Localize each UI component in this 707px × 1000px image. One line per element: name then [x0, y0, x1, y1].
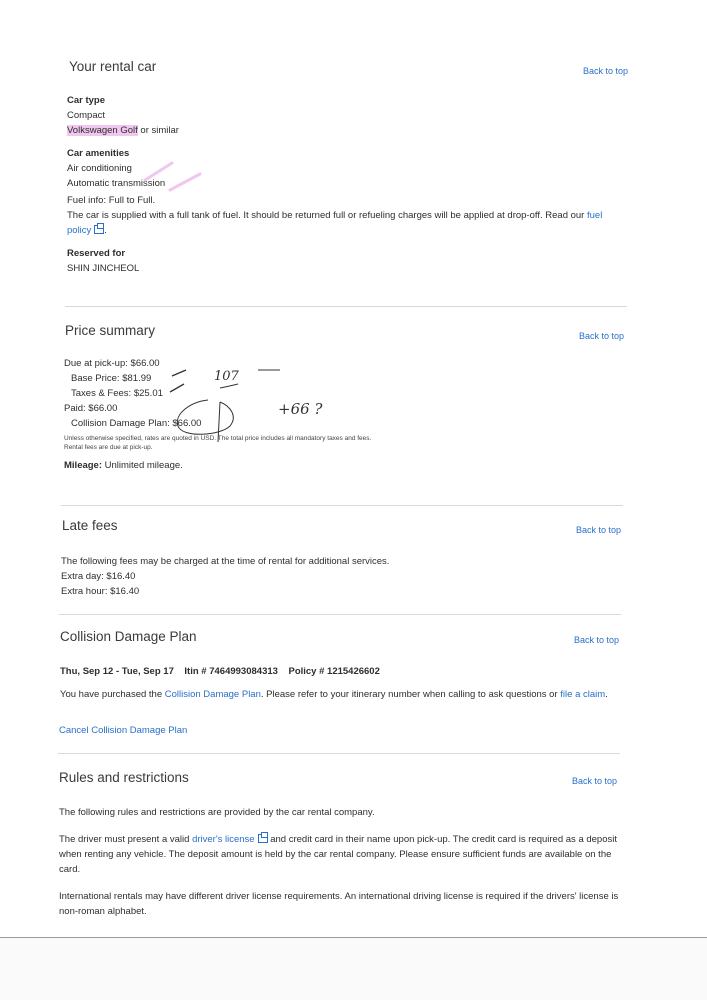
- extra-hour-fee: Extra hour: $16.40: [61, 586, 140, 597]
- paid: Paid: $66.00: [64, 403, 118, 414]
- taxes-fees: Taxes & Fees: $25.01: [71, 388, 163, 399]
- collision-plan-link[interactable]: Collision Damage Plan: [164, 689, 261, 700]
- fuel-text: The car is supplied with a full tank of fuel. It should be returned full or refueling charges will be applied at drop-off. Read our: [67, 210, 585, 221]
- base-price: Base Price: $81.99: [71, 373, 152, 384]
- back-to-top-link[interactable]: Back to top: [572, 776, 618, 786]
- divider: [61, 505, 623, 506]
- reserved-label: Reserved for: [67, 248, 126, 259]
- price-note: Unless otherwise specified, rates are quoted in USD. The total price includes all mandatory taxes and fees.: [64, 435, 372, 442]
- car-model-suffix: or similar: [137, 125, 179, 136]
- divider: [65, 306, 627, 307]
- file-claim-link[interactable]: file a claim: [560, 689, 606, 700]
- mileage-label: Mileage:: [64, 460, 103, 471]
- back-to-top-link[interactable]: Back to top: [579, 331, 625, 341]
- rules-heading: Rules and restrictions: [59, 770, 189, 785]
- car-model-line: [67, 123, 627, 138]
- price-note: Rental fees are due at pick-up.: [64, 444, 153, 451]
- car-type-label: Car type: [67, 95, 106, 106]
- cancel-collision-plan-link[interactable]: Cancel Collision Damage Plan: [59, 725, 188, 736]
- back-to-top-link[interactable]: Back to top: [574, 635, 620, 645]
- fuel-policy-link[interactable]: fuel policy: [67, 210, 603, 236]
- collision-text-part: . Please refer to your itinerary number when calling to ask questions or: [260, 689, 561, 700]
- price-details: [64, 356, 624, 473]
- itinerary-number: Itin # 7464993084313: [184, 666, 278, 677]
- fuel-text-block: The car is supplied with a full tank of fuel. It should be returned full or refueling charges will be applied at drop-off. Read our fuel policy .: [67, 210, 603, 236]
- rules-paragraph: [59, 832, 619, 877]
- rental-dates: Thu, Sep 12 - Tue, Sep 17: [60, 666, 174, 677]
- car-model: Volkswagen Golf: [67, 125, 138, 136]
- fuel-info: Fuel info: Full to Full.: [67, 195, 156, 206]
- amenity-item: Air conditioning: [67, 163, 132, 174]
- mileage-value: Unlimited mileage.: [102, 460, 183, 471]
- drivers-license-link[interactable]: driver's license: [192, 834, 255, 845]
- late-fees-details: [61, 554, 621, 599]
- rules-text-part: The driver must present a valid: [59, 834, 193, 845]
- due-at-pickup: Due at pick-up: $66.00: [64, 358, 160, 369]
- rules-text-part: and credit card in their name upon pick-up. The credit card is required as a deposit when renting any vehicle. The deposit amount is held by the car rental company. Please ensure sufficient funds are available on the card.: [59, 834, 617, 875]
- collision-text: You have purchased the Collision Damage Plan. Please refer to your itinerary number when calling to ask questions or file a claim.: [60, 689, 608, 700]
- reserved-name: SHIN JINCHEOL: [67, 263, 140, 274]
- mileage-line: [64, 458, 624, 473]
- back-to-top-link[interactable]: Back to top: [583, 66, 629, 76]
- rules-paragraph: The following rules and restrictions are provided by the car rental company.: [59, 807, 375, 818]
- amenities-label: Car amenities: [67, 148, 130, 159]
- late-fees-intro: The following fees may be charged at the time of rental for additional services.: [61, 556, 390, 567]
- late-fees-heading: Late fees: [62, 518, 118, 533]
- rules-text: [59, 805, 619, 919]
- amenity-item: Automatic transmission: [67, 178, 166, 189]
- external-link-icon: [94, 225, 104, 234]
- collision-text-part: You have purchased the: [60, 689, 165, 700]
- handwritten-note: +66 ?: [278, 400, 323, 418]
- handwritten-note: 107: [214, 369, 239, 384]
- divider: [58, 753, 620, 754]
- external-link-icon: [258, 834, 268, 843]
- collision-ids: [60, 664, 380, 679]
- policy-number: Policy # 1215426602: [288, 666, 380, 677]
- highlighter-mark: [140, 158, 210, 198]
- collision-heading: Collision Damage Plan: [60, 629, 197, 644]
- cdp-price: Collision Damage Plan: $66.00: [71, 418, 202, 429]
- rules-paragraph: International rentals may have different driver license requirements. An international driving license is required if the drivers' license is non-roman alphabet.: [59, 891, 619, 917]
- price-summary-heading: Price summary: [65, 323, 156, 338]
- divider: [59, 614, 621, 615]
- car-class: Compact: [67, 110, 106, 121]
- extra-day-fee: Extra day: $16.40: [61, 571, 136, 582]
- back-to-top-link[interactable]: Back to top: [576, 525, 622, 535]
- rental-car-heading: Your rental car: [69, 59, 157, 74]
